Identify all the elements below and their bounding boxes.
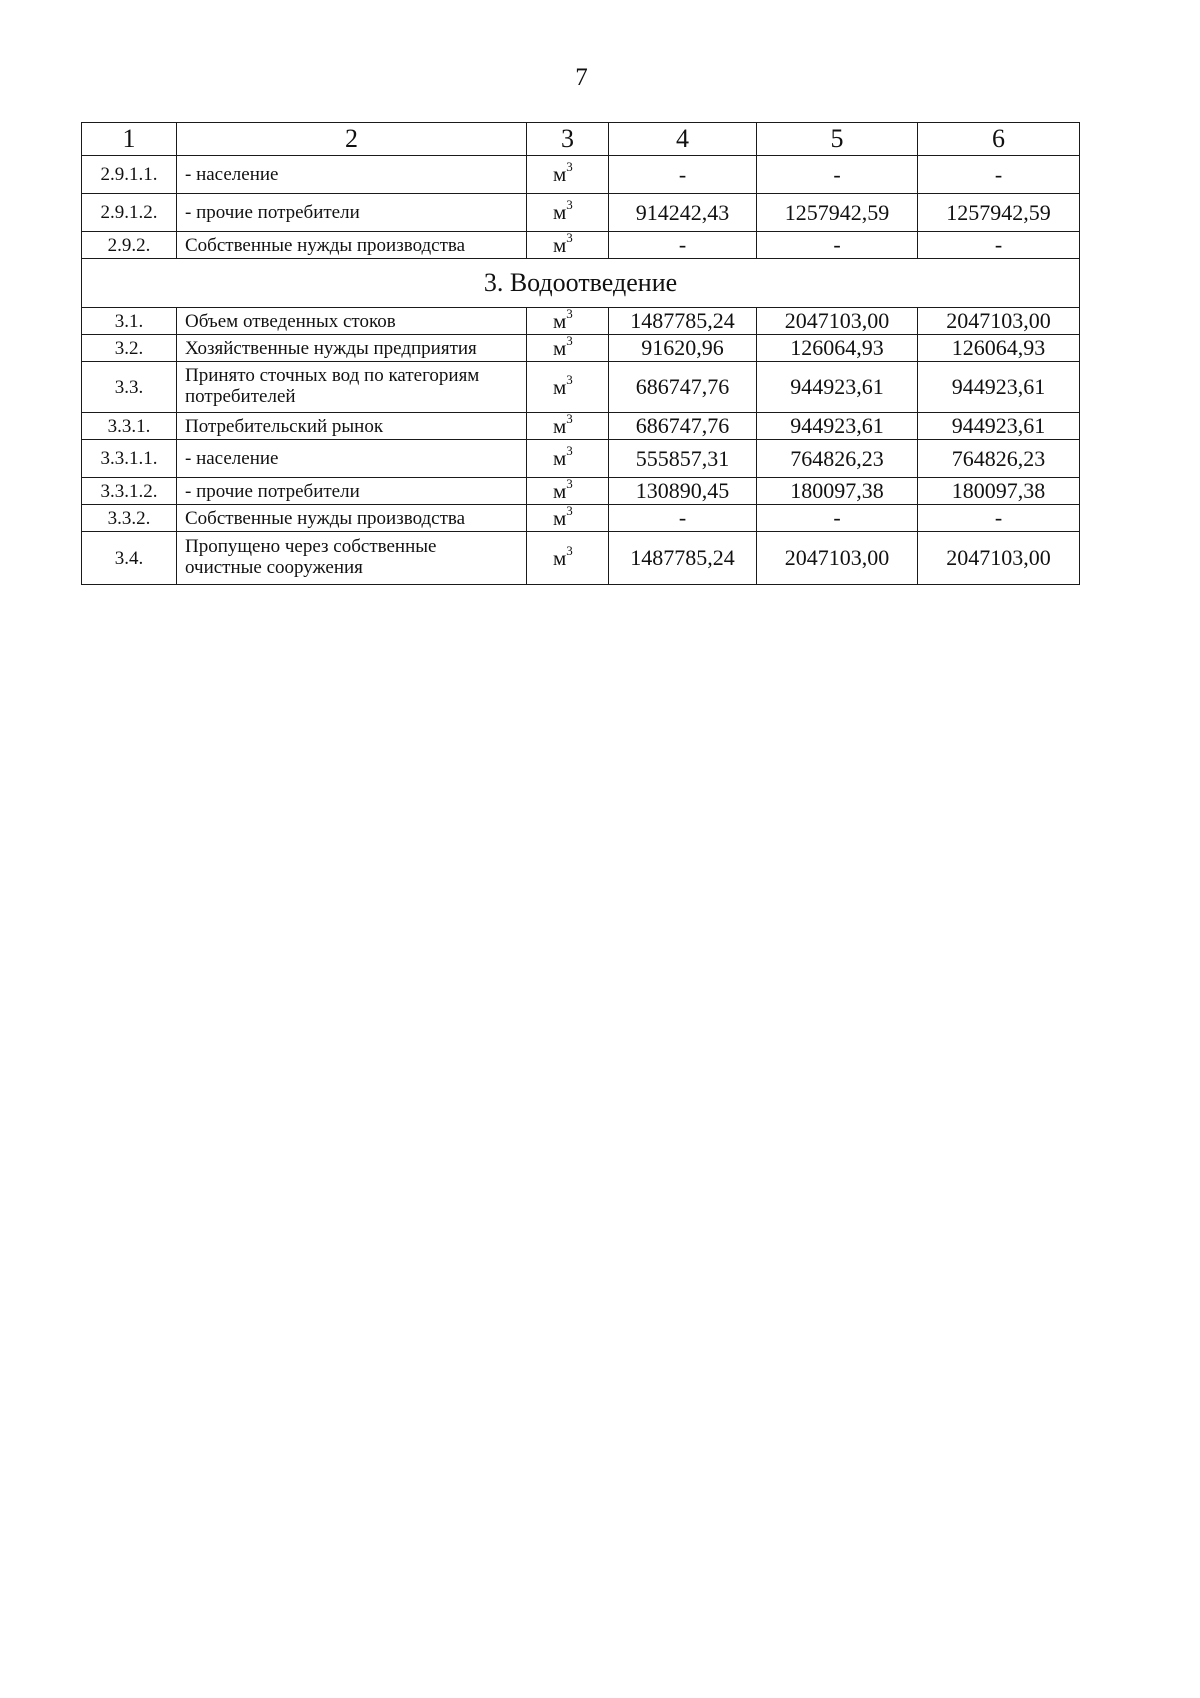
row-number: 2.9.1.2. bbox=[82, 194, 177, 232]
row-name: Собственные нужды производства bbox=[177, 232, 527, 259]
row-value-6: - bbox=[918, 156, 1080, 194]
row-value-5: 126064,93 bbox=[757, 335, 918, 362]
row-unit: $м^3$ bbox=[527, 440, 609, 478]
row-value-6: 126064,93 bbox=[918, 335, 1080, 362]
table-row bbox=[82, 335, 1080, 362]
header-cell: 2 bbox=[177, 123, 527, 156]
row-value-6: 764826,23 bbox=[918, 440, 1080, 478]
header-cell: 1 bbox=[82, 123, 177, 156]
row-value-5: 1257942,59 bbox=[757, 194, 918, 232]
table-row bbox=[82, 232, 1080, 259]
row-value-5: - bbox=[757, 232, 918, 259]
row-value-4: - bbox=[609, 232, 757, 259]
row-name: Принято сточных вод по категориям потребителей bbox=[177, 362, 527, 413]
row-name: - население bbox=[177, 440, 527, 478]
row-unit: $м^3$ bbox=[527, 232, 609, 259]
row-value-6: - bbox=[918, 232, 1080, 259]
table-row bbox=[82, 308, 1080, 335]
table-row bbox=[82, 156, 1080, 194]
row-value-6: 944923,61 bbox=[918, 413, 1080, 440]
row-name: - прочие потребители bbox=[177, 478, 527, 505]
row-name: Пропущено через собственные очистные сооружения bbox=[177, 532, 527, 585]
row-value-4: 686747,76 bbox=[609, 413, 757, 440]
row-name: Собственные нужды производства bbox=[177, 505, 527, 532]
table-row bbox=[82, 478, 1080, 505]
row-value-5: 2047103,00 bbox=[757, 308, 918, 335]
row-value-4: - bbox=[609, 505, 757, 532]
row-unit: $м^3$ bbox=[527, 532, 609, 585]
row-name: - население bbox=[177, 156, 527, 194]
row-value-4: 1487785,24 bbox=[609, 308, 757, 335]
row-unit: $м^3$ bbox=[527, 505, 609, 532]
row-unit: $м^3$ bbox=[527, 362, 609, 413]
table-header-row bbox=[82, 123, 1080, 156]
table-row bbox=[82, 440, 1080, 478]
row-number: 2.9.1.1. bbox=[82, 156, 177, 194]
row-value-6: 180097,38 bbox=[918, 478, 1080, 505]
header-cell: 6 bbox=[918, 123, 1080, 156]
row-name: Хозяйственные нужды предприятия bbox=[177, 335, 527, 362]
table-row bbox=[82, 532, 1080, 585]
section-row bbox=[82, 259, 1080, 308]
row-value-4: - bbox=[609, 156, 757, 194]
header-cell: 4 bbox=[609, 123, 757, 156]
row-number: 3.3. bbox=[82, 362, 177, 413]
row-number: 3.3.1.1. bbox=[82, 440, 177, 478]
row-number: 2.9.2. bbox=[82, 232, 177, 259]
row-number: 3.4. bbox=[82, 532, 177, 585]
row-value-6: 2047103,00 bbox=[918, 532, 1080, 585]
row-value-4: 130890,45 bbox=[609, 478, 757, 505]
row-value-4: 555857,31 bbox=[609, 440, 757, 478]
data-table bbox=[81, 122, 1080, 585]
row-unit: $м^3$ bbox=[527, 335, 609, 362]
table-row bbox=[82, 413, 1080, 440]
row-value-6: 2047103,00 bbox=[918, 308, 1080, 335]
row-value-6: 944923,61 bbox=[918, 362, 1080, 413]
row-value-4: 914242,43 bbox=[609, 194, 757, 232]
row-number: 3.3.2. bbox=[82, 505, 177, 532]
header-cell: 3 bbox=[527, 123, 609, 156]
table-row bbox=[82, 505, 1080, 532]
table-row bbox=[82, 362, 1080, 413]
row-unit: $м^3$ bbox=[527, 156, 609, 194]
row-number: 3.3.1.2. bbox=[82, 478, 177, 505]
row-value-5: - bbox=[757, 505, 918, 532]
row-value-6: 1257942,59 bbox=[918, 194, 1080, 232]
table-row bbox=[82, 194, 1080, 232]
section-title: 3. Водоотведение bbox=[82, 259, 1080, 308]
row-value-4: 91620,96 bbox=[609, 335, 757, 362]
row-value-5: 944923,61 bbox=[757, 362, 918, 413]
row-name: Потребительский рынок bbox=[177, 413, 527, 440]
row-unit: $м^3$ bbox=[527, 478, 609, 505]
row-value-5: 2047103,00 bbox=[757, 532, 918, 585]
row-number: 3.3.1. bbox=[82, 413, 177, 440]
row-value-5: 180097,38 bbox=[757, 478, 918, 505]
row-unit: $м^3$ bbox=[527, 308, 609, 335]
row-value-6: - bbox=[918, 505, 1080, 532]
row-value-4: 1487785,24 bbox=[609, 532, 757, 585]
row-value-5: 764826,23 bbox=[757, 440, 918, 478]
row-number: 3.2. bbox=[82, 335, 177, 362]
row-unit: $м^3$ bbox=[527, 413, 609, 440]
row-name: Объем отведенных стоков bbox=[177, 308, 527, 335]
header-cell: 5 bbox=[757, 123, 918, 156]
row-value-5: - bbox=[757, 156, 918, 194]
page-number: 7 bbox=[575, 64, 588, 91]
row-value-5: 944923,61 bbox=[757, 413, 918, 440]
row-value-4: 686747,76 bbox=[609, 362, 757, 413]
row-unit: $м^3$ bbox=[527, 194, 609, 232]
row-name: - прочие потребители bbox=[177, 194, 527, 232]
row-number: 3.1. bbox=[82, 308, 177, 335]
